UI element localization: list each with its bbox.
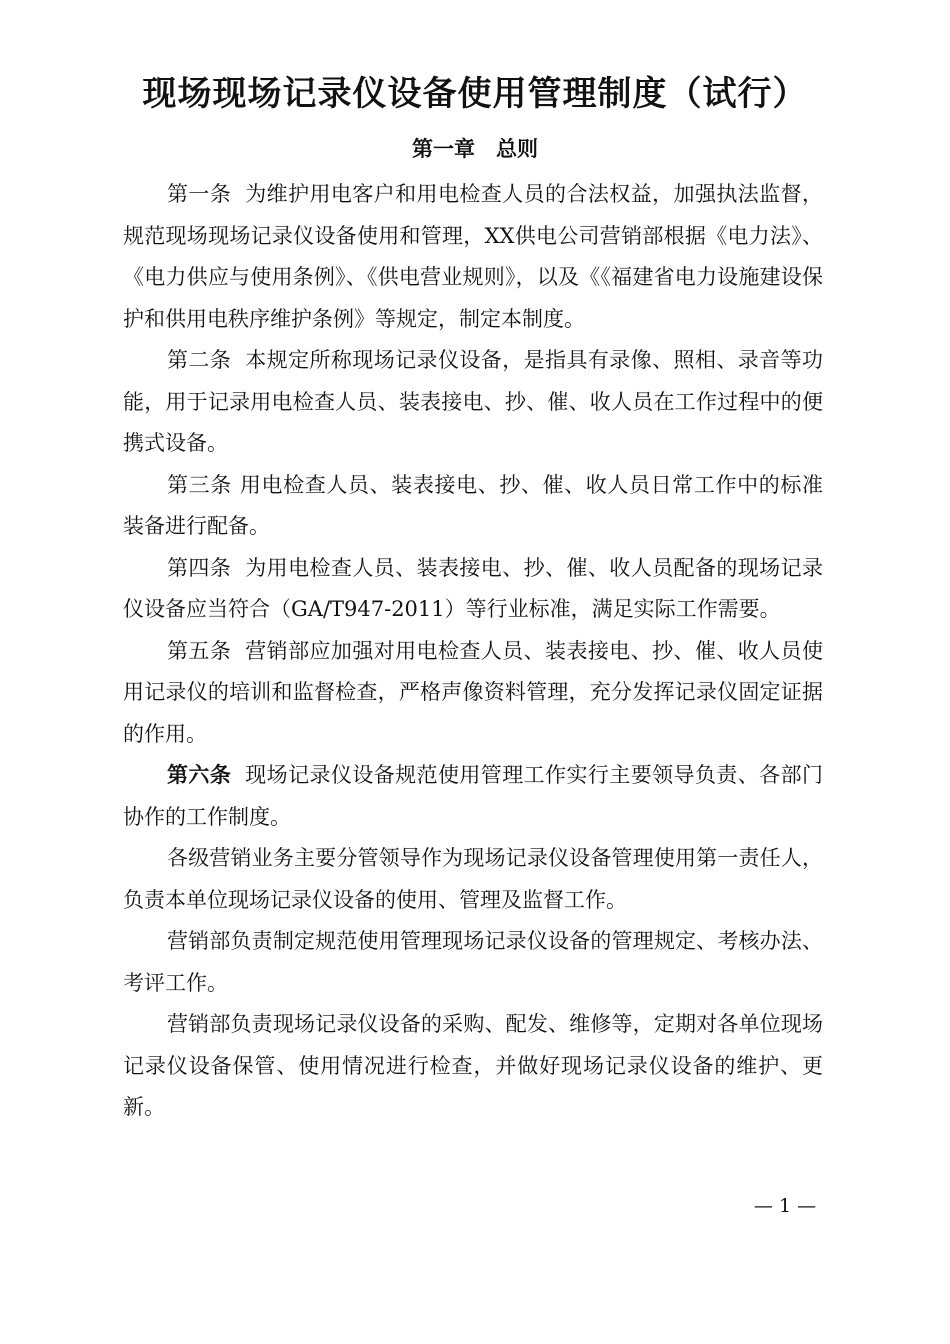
article-number: 第六条: [167, 763, 232, 787]
paragraph-marketing-procurement: 营销部负责现场记录仪设备的采购、配发、维修等，定期对各单位现场记录仪设备保管、使用情况进行检查，并做好现场记录仪设备的维护、更新。: [123, 1012, 823, 1119]
article-3: [123, 465, 823, 548]
paragraph-marketing-rules: 营销部负责制定规范使用管理现场记录仪设备的管理规定、考核办法、考评工作。: [123, 929, 823, 995]
article-number: 第一条: [167, 182, 232, 206]
article-5: [123, 631, 823, 756]
article-2: [123, 340, 823, 465]
article-4: [123, 548, 823, 631]
article-number: 第二条: [167, 348, 232, 372]
chapter-heading: 第一章 总则: [412, 137, 538, 161]
article-text: 营销部应加强对用电检查人员、装表接电、抄、催、收人员使用记录仪的培训和监督检查，严格声像资料管理，充分发挥记录仪固定证据的作用。: [123, 638, 824, 746]
page-number: — 1 —: [753, 1195, 817, 1217]
document-body: [123, 174, 823, 1129]
article-text: 现场记录仪设备规范使用管理工作实行主要领导负责、各部门协作的工作制度。: [123, 763, 824, 829]
article-number: 第五条: [167, 638, 232, 663]
article-number: 第三条: [167, 472, 232, 497]
article-6: [123, 755, 823, 838]
article-1: [123, 174, 823, 340]
article-text: 本规定所称现场记录仪设备，是指具有录像、照相、录音等功能，用于记录用电检查人员、装表接电、抄、催、收人员在工作过程中的便携式设备。: [123, 348, 824, 455]
article-text: 为用电检查人员、装表接电、抄、催、收人员配备的现场记录仪设备应当符合（GA/T947-2011）等行业标准，满足实际工作需要。: [123, 555, 824, 621]
article-number: 第四条: [167, 555, 232, 580]
paragraph-responsible-leader: 各级营销业务主要分管领导作为现场记录仪设备管理使用第一责任人，负责本单位现场记录仪设备的使用、管理及监督工作。: [123, 846, 823, 912]
article-text: 为维护用电客户和用电检查人员的合法权益，加强执法监督，规范现场现场记录仪设备使用和管理，XX供电公司营销部根据《电力法》、《电力供应与使用条例》、《供电营业规则》，以及《《福建省电力设施建设保护和供用电秩序维护条例》等规定，制定本制度。: [123, 182, 824, 331]
article-text: 用电检查人员、装表接电、抄、催、收人员日常工作中的标准装备进行配备。: [123, 472, 824, 538]
document-title: 现场现场记录仪设备使用管理制度（试行）: [142, 74, 808, 114]
